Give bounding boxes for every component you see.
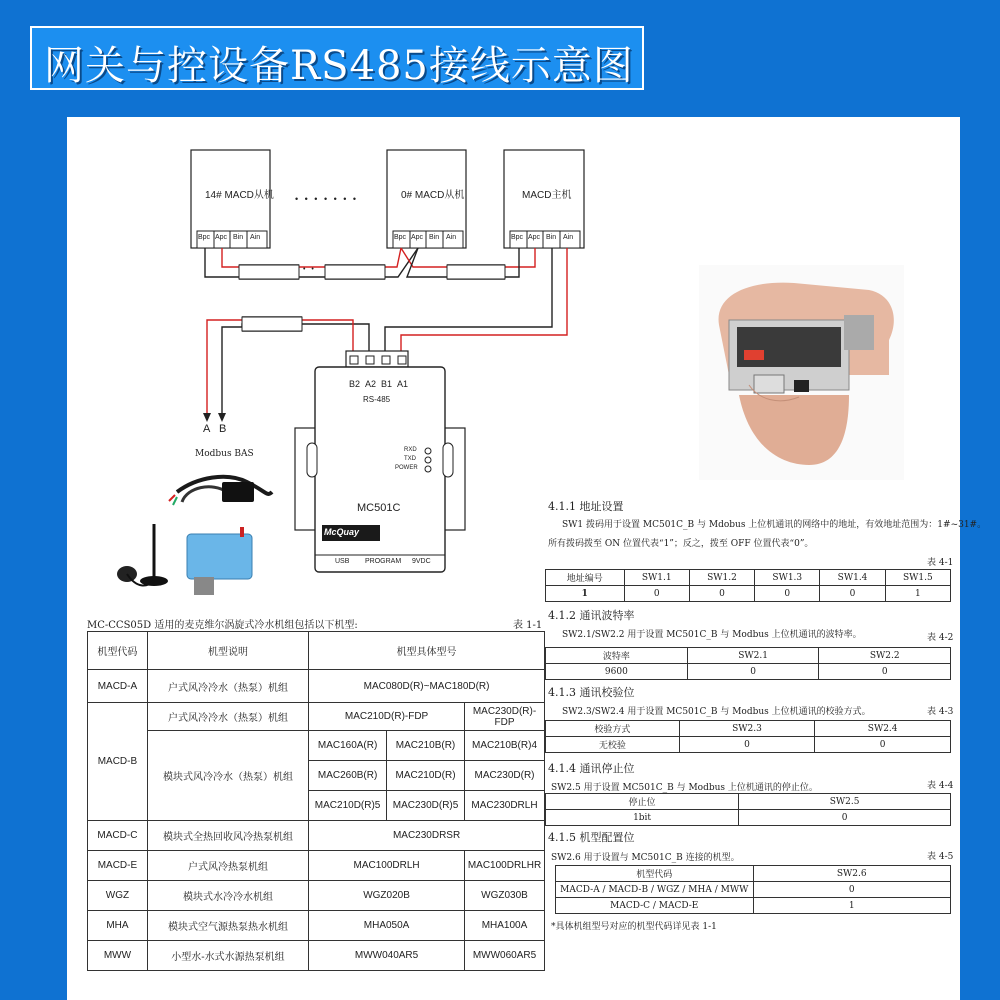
table-row: MACD-A / MACD-B / WGZ / MHA / MWW 0: [556, 882, 951, 898]
table-row: MWW 小型水-水式水源热泵机组 MWW040AR5 MWW060AR5: [88, 941, 545, 971]
gateway-name: MC501C: [357, 502, 401, 514]
section-4-1-4-text: SW2.5 用于设置 MC501C_B 与 Modbus 上位机通讯的停止位。: [551, 783, 818, 793]
terminal-bin-14: Bin: [233, 234, 244, 241]
section-4-1-2-text: SW2.1/SW2.2 用于设置 MC501C_B 与 Modbus 上位机通讯的波特率。: [562, 630, 862, 640]
terminal-ain-14: Ain: [250, 234, 261, 241]
terminal-ain-0: Ain: [446, 234, 457, 241]
table-4-2-number: 表 4-2: [927, 633, 954, 643]
gateway-brand-logo: McQuay: [324, 527, 360, 537]
table-header-row: 波特率 SW2.1 SW2.2: [546, 648, 951, 664]
unit-label-master: MACD主机: [522, 190, 572, 201]
section-4-1-4-heading: 4.1.4 通讯停止位: [548, 762, 635, 775]
section-4-1-1-heading: 4.1.1 地址设置: [548, 500, 624, 513]
table-row: 模块式风冷冷水（热泵）机组 MAC160A(R) MAC210B(R) MAC210B(R)4: [88, 731, 545, 761]
terminal-apc-14: Apc: [215, 234, 228, 241]
table-4-1-number: 表 4-1: [927, 558, 954, 568]
gateway-terminal-a1: A1: [397, 379, 409, 389]
table-row: WGZ 模块式水冷冷水机组 WGZ020B WGZ030B: [88, 881, 545, 911]
table-row: 1 0 0 0 0 1: [546, 586, 951, 602]
table-4-3-number: 表 4-3: [927, 707, 954, 717]
table-row: MAC210D(R)5 MAC230D(R)5 MAC230DRLH: [88, 791, 545, 821]
section-4-1-5-heading: 4.1.5 机型配置位: [548, 831, 635, 844]
led-power: POWER: [395, 465, 418, 471]
table-row: MACD-C / MACD-E 1: [556, 898, 951, 914]
terminal-bin-master: Bin: [546, 234, 557, 241]
modbus-bas-label: Modbus BAS: [195, 449, 254, 459]
section-4-1-2-heading: 4.1.2 通讯波特率: [548, 609, 635, 622]
terminal-ain-master: Ain: [563, 234, 574, 241]
table1-number: 表 1-1: [513, 620, 543, 631]
table-header-row: 校验方式 SW2.3 SW2.4: [546, 721, 951, 737]
ellipsis-dots: • • • • • • •: [295, 194, 359, 204]
header-desc: 机型说明: [147, 632, 308, 670]
header-models: 机型具体型号: [309, 632, 545, 670]
address-table: [545, 569, 951, 602]
unit-label-14: 14# MACD从机: [205, 190, 274, 201]
stop-bit-table: [545, 793, 951, 826]
section-4-1-3-heading: 4.1.3 通讯校验位: [548, 686, 635, 699]
table-4-5-number: 表 4-5: [927, 852, 954, 862]
table-header-row: 机型代码 SW2.6: [556, 866, 951, 882]
model-table: [87, 631, 545, 971]
bas-label-b: B: [219, 423, 227, 435]
modbus-cable-image: [167, 457, 277, 517]
led-rxd: RXD: [404, 447, 417, 453]
table-header-row: 停止位 SW2.5: [546, 794, 951, 810]
gateway-terminal-b1: B1: [381, 379, 393, 389]
section-4-1-3-text: SW2.3/SW2.4 用于设置 MC501C_B 与 Modbus 上位机通讯的校验方式。: [562, 707, 871, 717]
table-4-4-number: 表 4-4: [927, 781, 954, 791]
model-config-table: [555, 865, 951, 914]
port-program: PROGRAM: [365, 558, 402, 565]
table-row: MACD-A 户式风冷冷水（热泵）机组 MAC080D(R)~MAC180D(R): [88, 670, 545, 703]
terminal-bpc-14: Bpc: [198, 234, 211, 241]
table-row: MACD-B 户式风冷冷水（热泵）机组 MAC210D(R)-FDP MAC230D(R)-FDP: [88, 703, 545, 731]
page-title: 网关与控设备RS485接线示意图: [44, 43, 634, 89]
document-page: [67, 117, 987, 1000]
port-9vdc: 9VDC: [412, 558, 431, 565]
gateway-terminal-b2: B2: [349, 379, 361, 389]
baud-rate-table: [545, 647, 951, 680]
header-code: 机型代码: [88, 632, 148, 670]
table-header-row: 地址编号 SW1.1 SW1.2 SW1.3 SW1.4 SW1.5: [546, 570, 951, 586]
table-row: MHA 模块式空气源热泵热水机组 MHA050A MHA100A: [88, 911, 545, 941]
unit-label-0: 0# MACD从机: [401, 190, 465, 201]
parity-table: [545, 720, 951, 753]
terminal-apc-0: Apc: [411, 234, 424, 241]
section-4-1-5-text: SW2.6 用于设置与 MC501C_B 连接的机型。: [551, 853, 740, 863]
section-4-1-1-text2: 所有拨码拨至 ON 位置代表“1”；反之，拨至 OFF 位置代表“0”。: [548, 539, 814, 549]
gateway-terminal-a2: A2: [365, 379, 377, 389]
footnote: *具体机组型号对应的机型代码详见表 1-1: [551, 922, 717, 932]
terminal-bin-0: Bin: [429, 234, 440, 241]
table-header-row: [88, 632, 545, 670]
port-usb: USB: [335, 558, 350, 565]
terminal-bpc-0: Bpc: [394, 234, 407, 241]
table-row: MACD-E 户式风冷热泵机组 MAC100DRLH MAC100DRLHR: [88, 851, 545, 881]
table1-caption: MC-CCS05D 适用的麦克维尔涡旋式冷水机组包括以下机型:: [87, 620, 358, 631]
terminal-bpc-master: Bpc: [511, 234, 524, 241]
gateway-protocol: RS-485: [363, 395, 391, 404]
led-txd: TXD: [404, 456, 416, 462]
table-row: MACD-C 模块式全热回收风冷热泵机组 MAC230DRSR: [88, 821, 545, 851]
table-row: 9600 0 0: [546, 664, 951, 680]
table-row: 1bit 0: [546, 810, 951, 826]
page-title-banner: [30, 26, 644, 90]
table-row: MAC260B(R) MAC210D(R) MAC230D(R): [88, 761, 545, 791]
table-row: 无校验 0 0: [546, 737, 951, 753]
terminal-apc-master: Apc: [528, 234, 541, 241]
cable-dots: • •: [303, 266, 316, 273]
section-4-1-1-text1: SW1 拨码用于设置 MC501C_B 与 Mdobus 上位机通讯的网络中的地址，有效地址范围为：1#~31#。: [562, 520, 987, 530]
device-in-hand-photo: [699, 265, 904, 480]
bas-label-a: A: [203, 423, 211, 435]
wireless-gateway-image: [112, 519, 272, 609]
